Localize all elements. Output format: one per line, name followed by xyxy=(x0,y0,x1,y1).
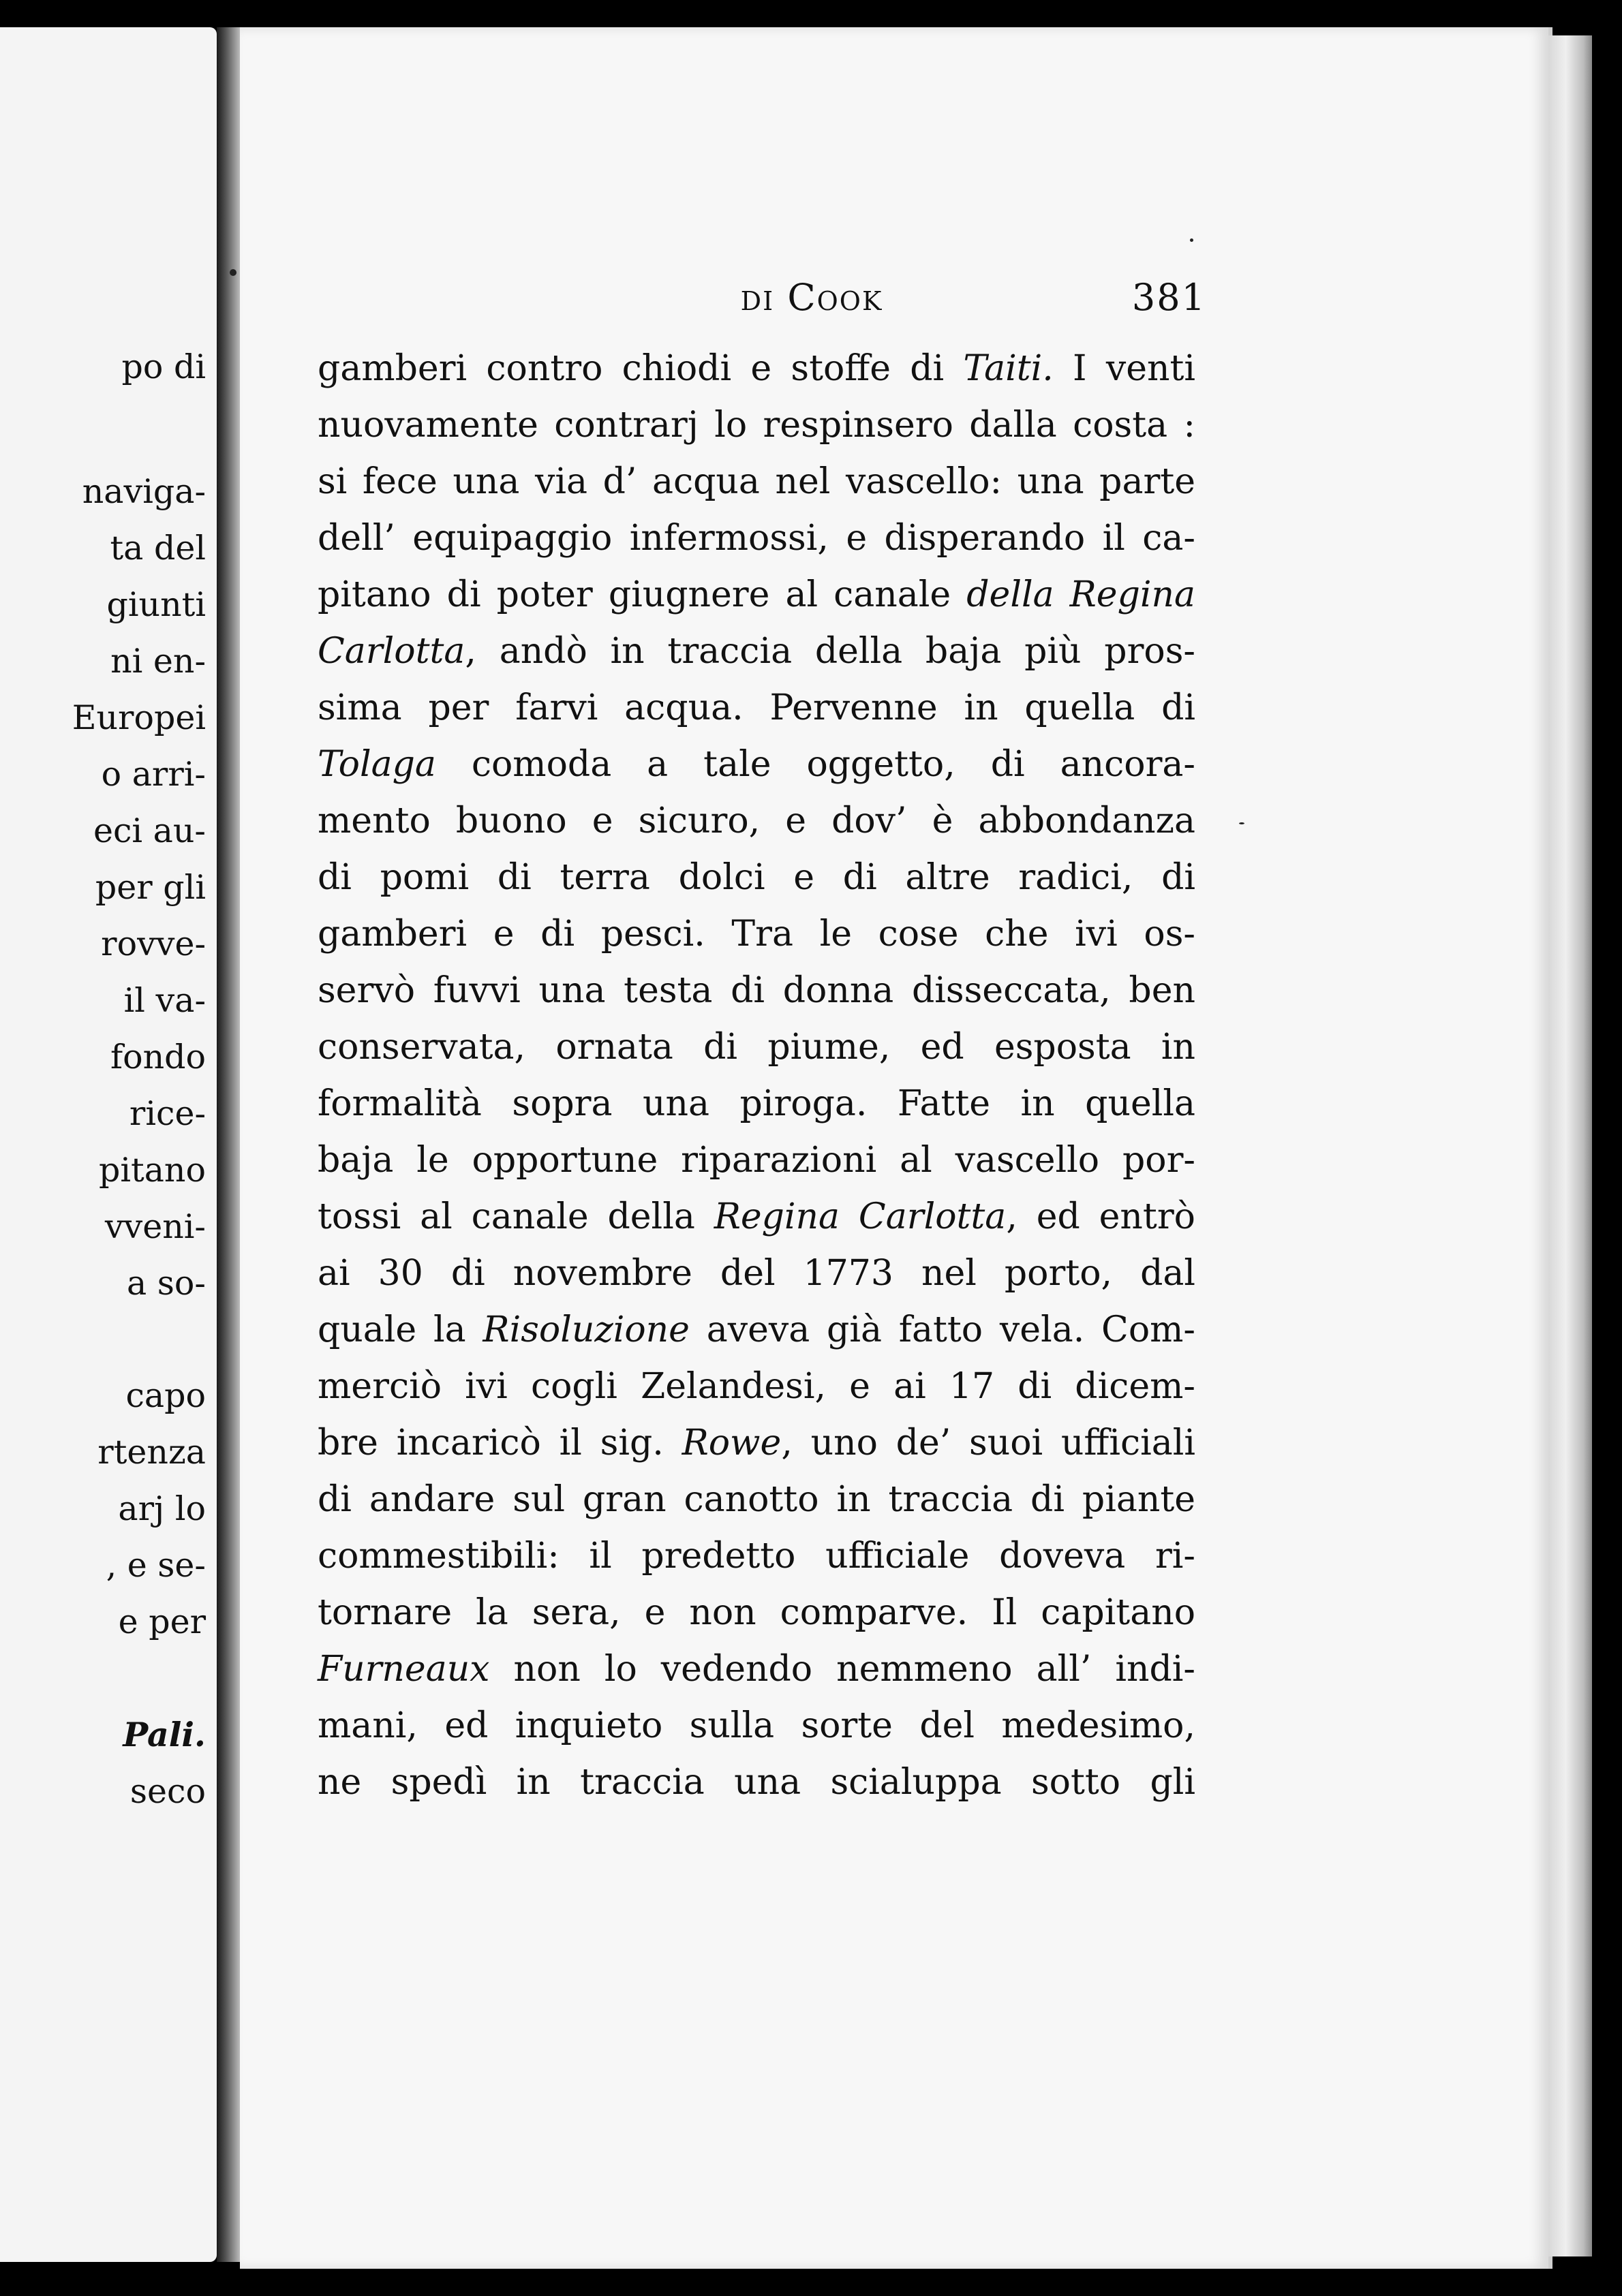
text-run: , ed entrò xyxy=(1006,1196,1195,1237)
italic-phrase: Furneaux xyxy=(318,1649,490,1690)
left-page-line: a so- xyxy=(127,1264,206,1303)
text-line xyxy=(318,1754,1195,1811)
italic-phrase: Rowe xyxy=(682,1423,782,1463)
left-page-line: capo xyxy=(125,1376,206,1415)
italic-phrase: Carlotta xyxy=(318,631,465,672)
left-page-line: eci au- xyxy=(93,811,206,850)
text-line xyxy=(318,1359,1195,1415)
text-run: , andò in traccia della baja più pros- xyxy=(465,631,1195,672)
left-page-line: Europei xyxy=(72,698,206,737)
text-run: mani, ed inquieto sulla sorte del medesimo, xyxy=(318,1705,1195,1746)
text-line xyxy=(318,1585,1195,1641)
text-run: non lo vedendo nemmeno all’ indi- xyxy=(489,1649,1195,1690)
italic-phrase: Tolaga xyxy=(318,744,436,785)
text-run: sima per farvi acqua. Pervenne in quella di xyxy=(318,687,1195,728)
text-run: , uno de’ suoi ufficiali xyxy=(781,1423,1195,1463)
previous-page-fragment xyxy=(0,27,217,2262)
text-run: formalità sopra una piroga. Fatte in quella xyxy=(318,1083,1195,1124)
text-run: mento buono e sicuro, e dov’ è abbondanza xyxy=(318,801,1195,841)
left-page-line: ni en- xyxy=(110,642,206,681)
left-page-line: arj lo xyxy=(118,1489,206,1528)
left-page-line: giunti xyxy=(106,585,206,624)
text-run: merciò ivi cogli Zelandesi, e ai 17 di dicem- xyxy=(318,1366,1195,1407)
text-line xyxy=(318,1302,1195,1359)
running-title: di Cook xyxy=(740,276,883,319)
left-page-line: seco xyxy=(129,1772,206,1811)
left-page-line: naviga- xyxy=(82,472,206,511)
text-run: baja le opportune riparazioni al vascello por- xyxy=(318,1140,1195,1181)
text-line xyxy=(318,1415,1195,1472)
text-run: servò fuvvi una testa di donna disseccata, ben xyxy=(318,970,1195,1011)
text-line xyxy=(318,1132,1195,1189)
left-page-line: ta del xyxy=(110,529,206,568)
page-number: 381 xyxy=(1131,276,1206,319)
text-line xyxy=(318,567,1195,623)
italic-phrase: Risoluzione xyxy=(483,1309,690,1350)
text-run: dell’ equipaggio infermossi, e disperando il ca- xyxy=(318,518,1195,559)
body-text xyxy=(318,341,1195,1811)
text-run: tossi al canale della xyxy=(318,1196,714,1237)
left-page-line: e per xyxy=(118,1602,206,1641)
text-run: ne spedì in traccia una scialuppa sotto gli xyxy=(318,1762,1195,1803)
text-run: I venti xyxy=(1053,348,1195,389)
left-page-line: pitano xyxy=(98,1151,206,1190)
left-page-line: rtenza xyxy=(97,1433,206,1472)
text-line xyxy=(318,1472,1195,1528)
page-edge xyxy=(1548,35,1592,2256)
book-gutter xyxy=(217,27,240,2262)
left-page-line: o arri- xyxy=(101,755,206,794)
left-page-line: Pali. xyxy=(123,1715,206,1754)
text-run: bre incaricò il sig. xyxy=(318,1423,682,1463)
text-run: di pomi di terra dolci e di altre radici, di xyxy=(318,857,1195,898)
left-page-line: , e se- xyxy=(106,1546,206,1585)
text-line xyxy=(318,623,1195,680)
text-line xyxy=(318,454,1195,510)
left-page-line: fondo xyxy=(110,1038,206,1076)
ink-speck xyxy=(230,269,236,276)
italic-phrase: Taiti. xyxy=(963,348,1054,389)
text-line xyxy=(318,680,1195,736)
text-line xyxy=(318,850,1195,906)
ink-speck xyxy=(1239,822,1244,824)
left-page-line: rovve- xyxy=(101,925,206,963)
text-line xyxy=(318,1019,1195,1076)
left-page-line: po di xyxy=(121,347,206,386)
text-run: pitano di poter giugnere al canale xyxy=(318,574,967,615)
text-line xyxy=(318,1528,1195,1585)
left-page-line: il va- xyxy=(123,981,206,1020)
text-run: gamberi e di pesci. Tra le cose che ivi os- xyxy=(318,914,1195,955)
text-run: aveva già fatto vela. Com- xyxy=(689,1309,1196,1350)
text-line xyxy=(318,906,1195,963)
italic-phrase: Regina Carlotta xyxy=(714,1196,1007,1237)
text-run: conservata, ornata di piume, ed esposta in xyxy=(318,1027,1195,1068)
left-page-line: per gli xyxy=(95,868,206,907)
text-line xyxy=(318,510,1195,567)
text-line xyxy=(318,341,1195,397)
text-line xyxy=(318,793,1195,850)
text-run: si fece una via d’ acqua nel vascello: una parte xyxy=(318,461,1195,502)
text-line xyxy=(318,1245,1195,1302)
text-run: di andare sul gran canotto in traccia di piante xyxy=(318,1479,1195,1520)
text-line xyxy=(318,736,1195,793)
text-line xyxy=(318,1641,1195,1698)
text-line xyxy=(318,1698,1195,1754)
italic-phrase: della Regina xyxy=(966,574,1195,615)
text-run: gamberi contro chiodi e stoffe di xyxy=(318,348,964,389)
text-line xyxy=(318,963,1195,1019)
ink-speck xyxy=(1190,238,1193,242)
text-run: ai 30 di novembre del 1773 nel porto, dal xyxy=(318,1253,1195,1294)
text-run: commestibili: il predetto ufficiale doveva ri- xyxy=(318,1536,1195,1577)
text-line xyxy=(318,1076,1195,1132)
text-line xyxy=(318,397,1195,454)
left-page-line: vveni- xyxy=(104,1207,206,1246)
left-page-line: rice- xyxy=(129,1094,206,1133)
text-run: tornare la sera, e non comparve. Il capitano xyxy=(318,1592,1195,1633)
text-line xyxy=(318,1189,1195,1245)
text-run: quale la xyxy=(318,1309,483,1350)
text-run: nuovamente contrarj lo respinsero dalla costa : xyxy=(318,405,1195,446)
text-run: comoda a tale oggetto, di ancora- xyxy=(435,744,1195,785)
running-head xyxy=(417,276,1206,317)
